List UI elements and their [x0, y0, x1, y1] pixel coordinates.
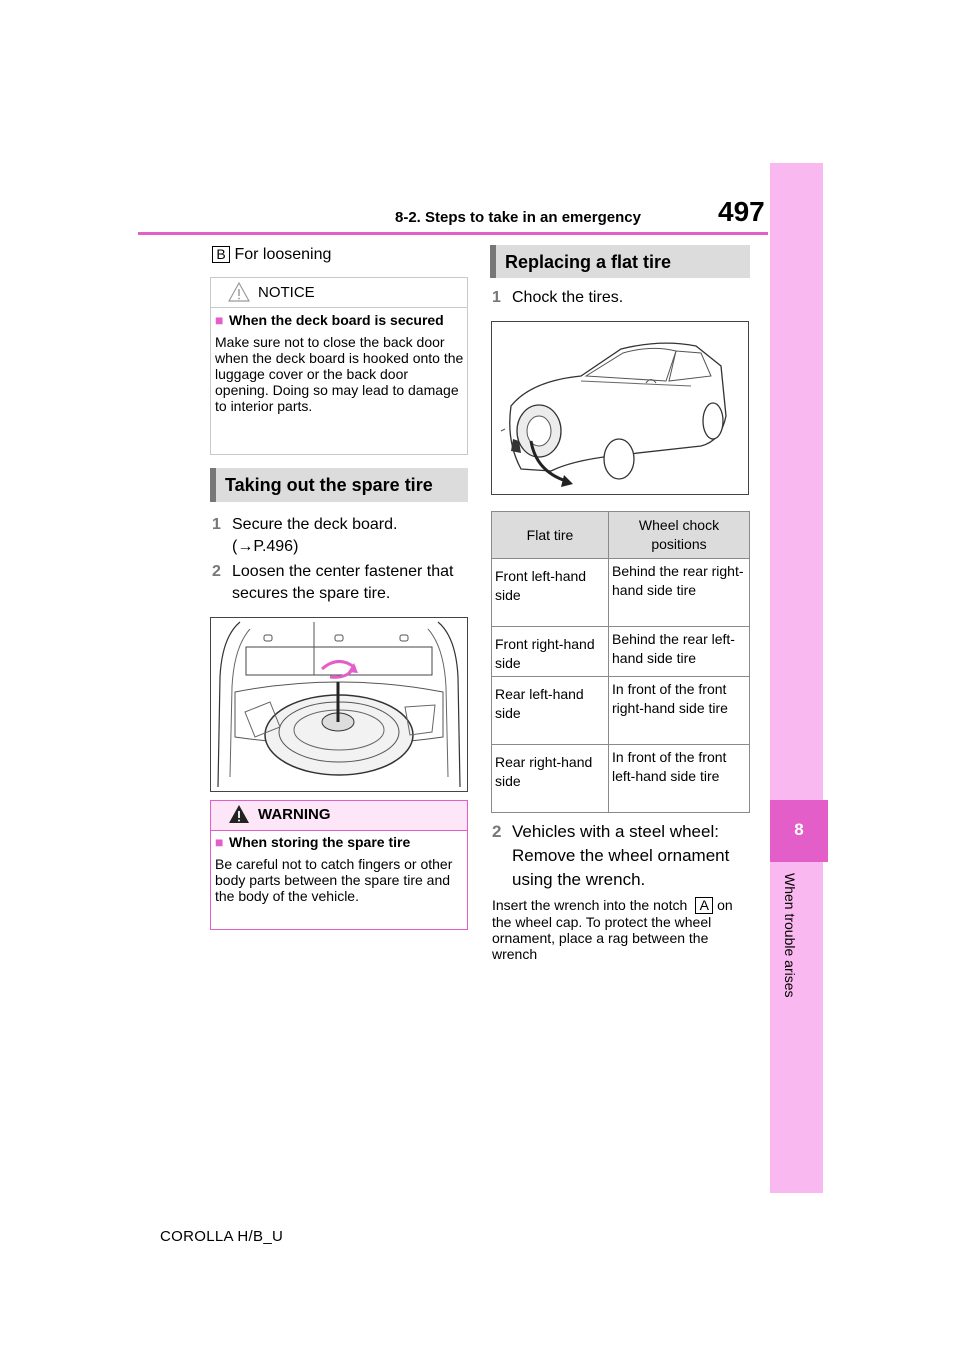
table-row	[492, 677, 750, 745]
table-cell: Behind the rear left-hand side tire	[609, 627, 750, 677]
step-chock	[492, 287, 748, 309]
warning-heading: When storing the spare tire	[229, 834, 411, 850]
notice-body: Make sure not to close the back door when the deck board is hooked onto the luggage cover or the back door opening. Doing so may lead to damage to interior parts.	[215, 334, 464, 414]
table-cell: Front right-hand side	[492, 627, 609, 677]
table-row	[492, 745, 750, 813]
step-number: 1	[492, 289, 501, 306]
spare-tire-illustration	[210, 617, 468, 792]
table-row	[492, 559, 750, 627]
note-rest: on the wheel cap. To protect the wheel ornament, place a rag between the wrench	[492, 897, 733, 962]
header-section-title: 8-2. Steps to take in an emergency	[395, 209, 641, 226]
section-title-flat-tire: Replacing a flat tire	[490, 245, 750, 278]
warning-triangle-icon	[228, 804, 250, 824]
table-cell: Rear left-hand side	[492, 677, 609, 745]
warning-divider	[211, 830, 467, 831]
step-1	[212, 514, 468, 558]
warning-body: Be careful not to catch fingers or other body parts between the spare tire and the body of the vehicle.	[215, 856, 453, 904]
ornament-note	[492, 897, 742, 962]
notice-heading: When the deck board is secured	[229, 312, 444, 328]
section-title-spare-tire: Taking out the spare tire	[210, 468, 468, 502]
table-row	[492, 627, 750, 677]
table-cell: In front of the front left-hand side tire	[609, 745, 750, 813]
footer-model: COROLLA H/B_U	[160, 1228, 284, 1245]
step-ornament	[492, 820, 750, 892]
step-number: 2	[492, 822, 502, 841]
chapter-number: 8	[794, 820, 804, 839]
note-line-1: Insert the wrench into the notch	[492, 897, 688, 913]
step-number: 1	[212, 516, 221, 533]
table-cell: Rear right-hand side	[492, 745, 609, 813]
callout-b: B	[212, 246, 230, 263]
step-2	[212, 561, 468, 605]
page-number: 497	[718, 196, 765, 227]
table-cell: Front left-hand side	[492, 559, 609, 627]
square-bullet-icon: ■	[215, 312, 224, 328]
step-text: Secure the deck board. (→P.496)	[232, 516, 398, 555]
chapter-side-tab	[770, 163, 823, 1193]
column-header: Flat tire	[492, 512, 609, 559]
step-text: Loosen the center fastener that secures the spare tire.	[232, 563, 454, 602]
for-loosening-caption	[212, 246, 331, 264]
chapter-label: When trouble arises	[782, 873, 798, 998]
step-number: 2	[212, 563, 221, 580]
header-rule	[138, 232, 768, 235]
step-text: Vehicles with a steel wheel: Remove the wheel ornament using the wrench.	[512, 822, 730, 889]
car-wheel-chock-illustration	[491, 321, 749, 495]
notice-title: NOTICE	[258, 284, 315, 301]
for-loosening-text: For loosening	[234, 246, 332, 263]
warning-content	[215, 834, 465, 904]
warning-heading-row	[215, 834, 465, 850]
table-cell: Behind the rear right-hand side tire	[609, 559, 750, 627]
callout-a: A	[695, 897, 713, 914]
notice-content	[215, 312, 465, 414]
caution-triangle-icon	[228, 282, 250, 302]
square-bullet-icon: ■	[215, 834, 224, 850]
warning-title: WARNING	[258, 806, 331, 823]
notice-divider	[211, 307, 467, 308]
table-header-row	[492, 512, 750, 559]
table-cell: In front of the front right-hand side tire	[609, 677, 750, 745]
step-text: Chock the tires.	[512, 289, 624, 306]
column-header: Wheel chock positions	[609, 512, 750, 559]
notice-heading-row	[215, 312, 465, 328]
wheel-chock-table	[491, 511, 750, 813]
